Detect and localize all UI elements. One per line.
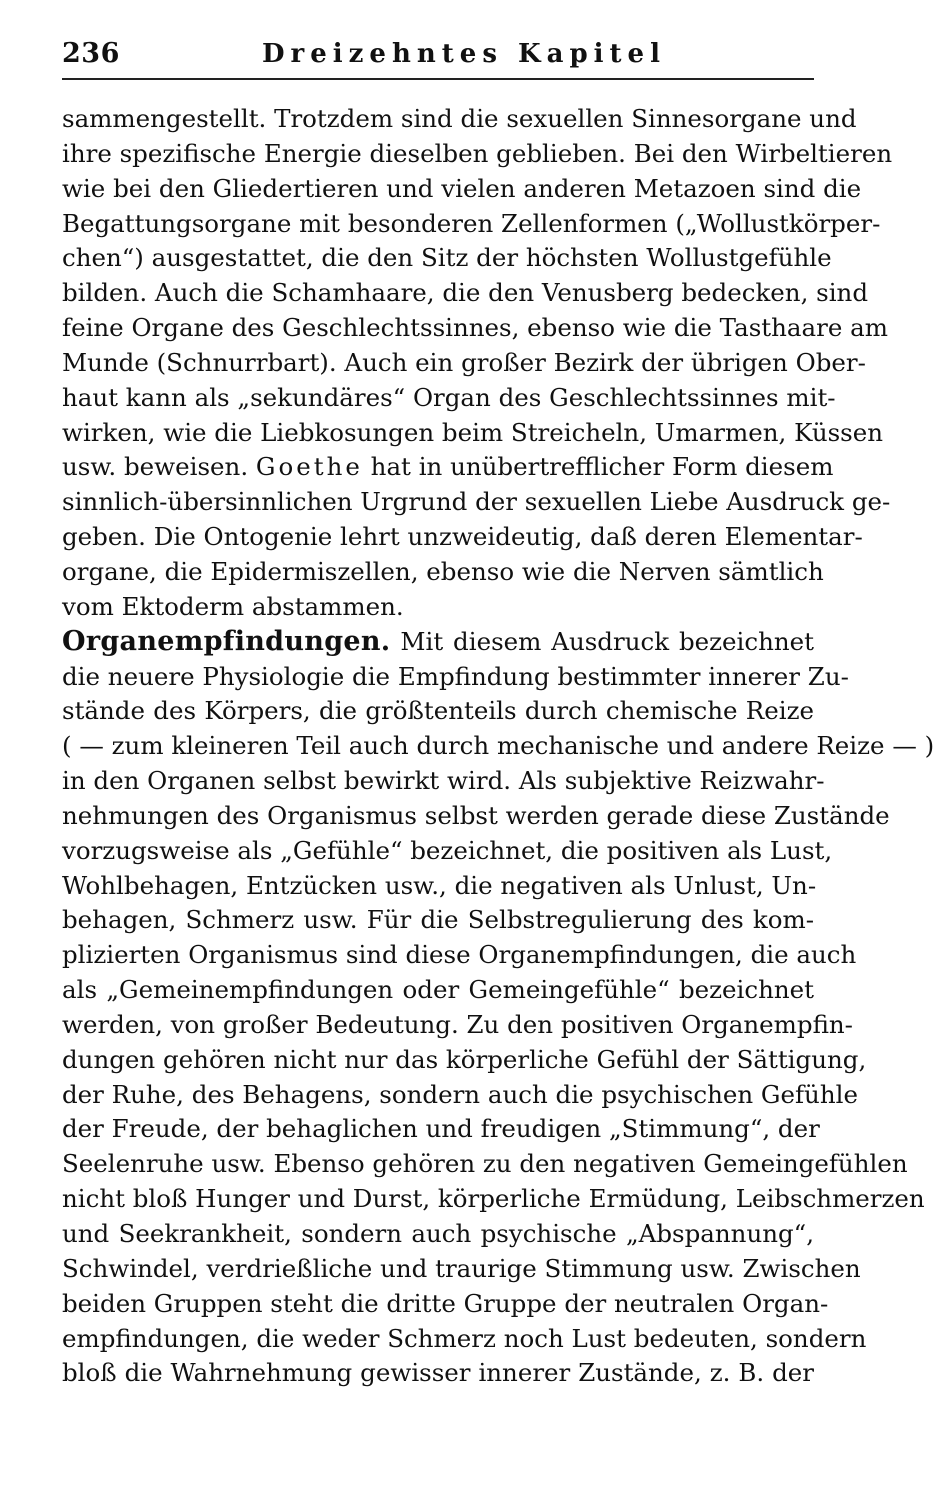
text-line: ihre spezifische Energie dieselben geblieben. Bei den Wirbeltieren bbox=[62, 138, 893, 168]
text-line: haut kann als „sekundäres“ Organ des Geschlechtssinnes mit- bbox=[62, 382, 836, 412]
text-line: Wohlbehagen, Entzücken usw., die negativen als Unlust, Un- bbox=[62, 870, 817, 900]
text-line: bilden. Auch die Schamhaare, die den Venusberg bedecken, sind bbox=[62, 278, 869, 308]
text-line: sammengestellt. Trotzdem sind die sexuellen Sinnesorgane und bbox=[62, 104, 857, 133]
text-line: sinnlich-übersinnlichen Urgrund der sexuellen Liebe Ausdruck ge- bbox=[62, 487, 891, 517]
text-line: in den Organen selbst bewirkt wird. Als subjektive Reizwahr- bbox=[62, 766, 825, 796]
text-line: werden, von großer Bedeutung. Zu den positiven Organempfin- bbox=[62, 1009, 853, 1039]
page-number: 236 bbox=[62, 38, 120, 69]
text-line: Munde (Schnurrbart). Auch ein großer Bezirk der übrigen Ober- bbox=[62, 347, 866, 377]
text-line: empfindungen, die weder Schmerz noch Lust bedeuten, sondern bbox=[62, 1323, 867, 1353]
text-line: und Seekrankheit, sondern auch psychische „Abspannung“, bbox=[62, 1219, 814, 1248]
text-run: hat in unübertrefflicher Form diesem bbox=[370, 452, 834, 482]
text-line: ( — zum kleineren Teil auch durch mechanische und andere Reize — ) bbox=[62, 731, 934, 761]
text-line: Schwindel, verdrießliche und traurige Stimmung usw. Zwischen bbox=[62, 1253, 861, 1283]
text-line: bloß die Wahrnehmung gewisser innerer Zustände, z. B. der bbox=[62, 1358, 814, 1388]
text-line: der Freude, der behaglichen und freudigen „Stimmung“, der bbox=[62, 1114, 820, 1144]
text-line: wie bei den Gliedertieren und vielen anderen Metazoen sind die bbox=[62, 173, 862, 203]
text-line: feine Organe des Geschlechtssinnes, ebenso wie die Tasthaare am bbox=[62, 313, 888, 343]
section-heading: Organempfindungen. bbox=[62, 625, 391, 657]
text-line: organe, die Epidermiszellen, ebenso wie die Nerven sämtlich bbox=[62, 556, 824, 586]
text-line: der Ruhe, des Behagens, sondern auch die psychischen Gefühle bbox=[62, 1079, 858, 1109]
text-line: Begattungsorgane mit besonderen Zellenformen („Wollustkörper- bbox=[62, 208, 881, 238]
paragraph-2 bbox=[62, 625, 934, 1392]
text-line: vom Ektoderm abstammen. bbox=[62, 591, 404, 621]
body-text bbox=[62, 102, 934, 1391]
text-line bbox=[62, 450, 834, 485]
paragraph-1 bbox=[62, 102, 893, 625]
page-header bbox=[62, 38, 814, 78]
running-head: Dreizehntes Kapitel bbox=[262, 39, 666, 69]
text-line: chen“) ausgestattet, die den Sitz der höchsten Wollustgefühle bbox=[62, 243, 832, 273]
header-rule bbox=[62, 78, 814, 80]
text-line: nehmungen des Organismus selbst werden gerade diese Zustände bbox=[62, 800, 890, 830]
text-line: behagen, Schmerz usw. Für die Selbstregulierung des kom- bbox=[62, 905, 814, 935]
text-line: vorzugsweise als „Gefühle“ bezeichnet, die positiven als Lust, bbox=[62, 835, 833, 865]
text-line bbox=[62, 625, 814, 660]
text-line: plizierten Organismus sind diese Organempfindungen, die auch bbox=[62, 940, 857, 970]
text-line: als „Gemeinempfindungen oder Gemeingefühle“ bezeichnet bbox=[62, 975, 814, 1005]
text-line: die neuere Physiologie die Empfindung bestimmter innerer Zu- bbox=[62, 661, 849, 691]
text-line: wirken, wie die Liebkosungen beim Streicheln, Umarmen, Küssen bbox=[62, 417, 884, 447]
emphasized-name: Goethe bbox=[255, 452, 363, 482]
text-line: stände des Körpers, die größtenteils durch chemische Reize bbox=[62, 696, 814, 726]
text-line: nicht bloß Hunger und Durst, körperliche Ermüdung, Leibschmerzen bbox=[62, 1184, 925, 1214]
text-line: dungen gehören nicht nur das körperliche Gefühl der Sättigung, bbox=[62, 1044, 867, 1074]
text-run: Mit diesem Ausdruck bezeichnet bbox=[400, 626, 814, 656]
text-line: geben. Die Ontogenie lehrt unzweideutig, daß deren Elementar- bbox=[62, 522, 863, 552]
text-line: Seelenruhe usw. Ebenso gehören zu den negativen Gemeingefühlen bbox=[62, 1149, 908, 1179]
text-line: beiden Gruppen steht die dritte Gruppe der neutralen Organ- bbox=[62, 1288, 829, 1318]
text-run: usw. beweisen. bbox=[62, 452, 249, 482]
